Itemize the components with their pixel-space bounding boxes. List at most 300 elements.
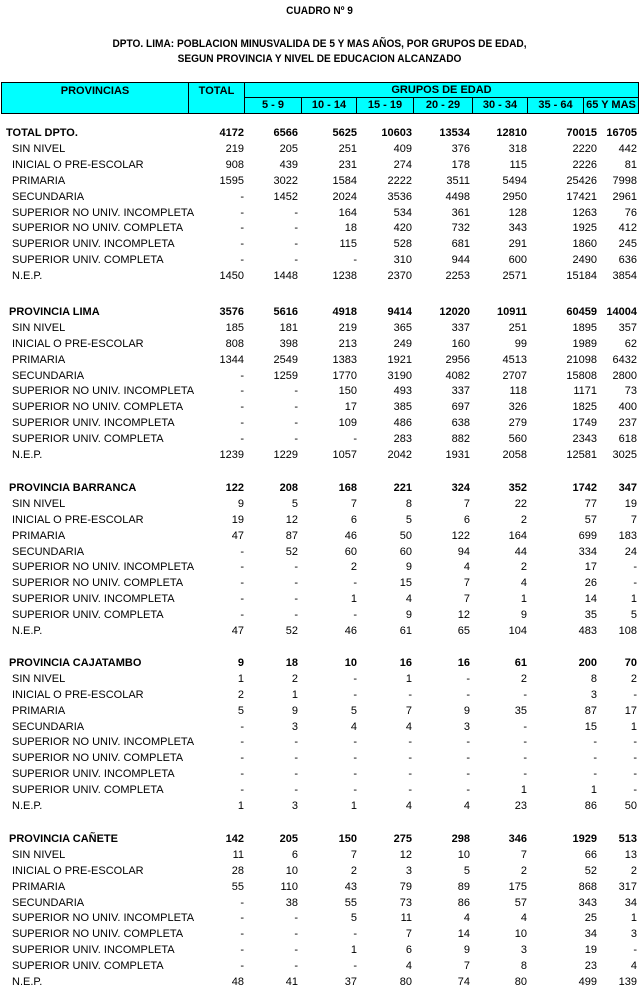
table-cell-value: 7 (350, 849, 357, 861)
table-cell-value: 44 (514, 546, 527, 558)
table-cell-value: 14 (584, 593, 597, 605)
table-cell-value: - (240, 928, 244, 940)
table-cell-value: 50 (624, 800, 637, 812)
table-cell-value: 34 (624, 897, 637, 909)
table-cell-value: - (523, 752, 527, 764)
table-cell-value: - (294, 593, 298, 605)
table-cell-value: 6 (291, 849, 298, 861)
row-label: SUPERIOR UNIV. COMPLETA (12, 254, 164, 266)
table-cell-value: 160 (451, 338, 470, 350)
table-title-line-2: SEGUN PROVINCIA Y NIVEL DE EDUCACION ALCANZADO (177, 53, 462, 65)
table-cell-value: 600 (508, 254, 527, 266)
row-label: SUPERIOR UNIV. COMPLETA (12, 960, 164, 972)
table-cell-value: - (466, 784, 470, 796)
table-cell-value: - (353, 784, 357, 796)
table-cell-value: 8 (405, 498, 412, 510)
table-row (0, 447, 639, 463)
table-cell-value: 8 (520, 960, 527, 972)
table-cell-value: 5 (463, 865, 470, 877)
table-cell-value: 7 (463, 593, 470, 605)
row-label: N.E.P. (12, 270, 43, 282)
table-cell-value: 18 (285, 657, 298, 669)
table-cell-value: 245 (618, 238, 637, 250)
table-cell-value: - (408, 736, 412, 748)
table-row (0, 575, 639, 591)
table-cell-value: 2024 (332, 191, 357, 203)
row-label: SUPERIOR UNIV. COMPLETA (12, 784, 164, 796)
table-cell-value: 15808 (566, 370, 597, 382)
table-cell-value: 237 (618, 417, 637, 429)
table-cell-value: 1171 (573, 385, 597, 397)
table-cell-value: 1989 (572, 338, 597, 350)
table-cell-value: 128 (508, 207, 527, 219)
table-cell-value: 275 (393, 833, 412, 845)
table-cell-value: - (294, 912, 298, 924)
row-label: SUPERIOR NO UNIV. COMPLETA (12, 577, 184, 589)
row-label: SUPERIOR UNIV. INCOMPLETA (12, 593, 175, 605)
table-cell-value: 337 (451, 385, 470, 397)
table-cell-value: 1595 (219, 175, 244, 187)
table-cell-value: - (294, 254, 298, 266)
header-divider (472, 97, 473, 113)
table-cell-value: 513 (618, 833, 637, 845)
row-label: PRIMARIA (12, 354, 66, 366)
table-cell-value: 77 (584, 498, 597, 510)
table-row (0, 719, 639, 735)
table-cell-value: 118 (509, 385, 527, 397)
table-cell-value: - (408, 689, 412, 701)
table-cell-value: 11 (400, 912, 412, 924)
table-cell-value: 110 (280, 881, 298, 893)
header-divider (413, 97, 414, 113)
row-label: SUPERIOR NO UNIV. COMPLETA (12, 752, 184, 764)
table-cell-value: 122 (225, 482, 244, 494)
table-cell-value: - (240, 768, 244, 780)
table-cell-value: 357 (618, 322, 637, 334)
table-cell-value: - (240, 784, 244, 796)
table-cell-value: 326 (508, 401, 527, 413)
table-cell-value: 7 (463, 498, 470, 510)
table-cell-value: - (294, 768, 298, 780)
table-cell-value: 2370 (387, 270, 412, 282)
table-cell-value: 7 (405, 705, 412, 717)
table-cell-value: 4 (520, 577, 527, 589)
table-cell-value: 9 (463, 944, 470, 956)
table-row (0, 926, 639, 942)
table-cell-value: 104 (508, 625, 527, 637)
table-cell-value: 2961 (612, 191, 637, 203)
table-row (0, 623, 639, 639)
section-name: PROVINCIA LIMA (9, 306, 100, 318)
table-row (0, 591, 639, 607)
table-cell-value: 60 (344, 546, 357, 558)
table-cell-value: 14004 (606, 306, 637, 318)
table-cell-value: 3025 (612, 449, 637, 461)
table-cell-value: 4 (405, 721, 412, 733)
table-cell-value: - (294, 960, 298, 972)
table-cell-value: 81 (624, 159, 637, 171)
table-cell-value: - (240, 944, 244, 956)
table-row (0, 252, 639, 268)
table-cell-value: - (523, 721, 527, 733)
table-cell-value: 5 (405, 514, 412, 526)
table-cell-value: 2571 (502, 270, 527, 282)
header-age-group: 10 - 14 (311, 99, 347, 111)
table-cell-value: 638 (451, 417, 470, 429)
table-cell-value: 14 (457, 928, 470, 940)
table-row (0, 368, 639, 384)
table-cell-value: 35 (584, 609, 597, 621)
table-cell-value: 324 (451, 482, 470, 494)
table-cell-value: 12810 (496, 127, 527, 139)
table-cell-value: 52 (584, 865, 597, 877)
table-cell-value: - (353, 433, 357, 445)
table-cell-value: 3022 (273, 175, 298, 187)
table-cell-value: 2549 (273, 354, 298, 366)
table-cell-value: 61 (514, 657, 527, 669)
table-cell-value: 4 (405, 960, 412, 972)
table-cell-value: 175 (508, 881, 527, 893)
table-cell-value: 2490 (572, 254, 597, 266)
table-cell-value: 7 (520, 849, 527, 861)
table-cell-value: 3190 (387, 370, 412, 382)
table-cell-value: 62 (624, 338, 637, 350)
row-label: SUPERIOR NO UNIV. INCOMPLETA (12, 912, 195, 924)
table-cell-value: 9 (463, 705, 470, 717)
table-cell-value: 347 (618, 482, 637, 494)
table-cell-value: 1 (630, 593, 637, 605)
table-cell-value: 3511 (446, 175, 470, 187)
table-cell-value: 343 (578, 897, 597, 909)
table-cell-value: 183 (618, 530, 637, 542)
table-cell-value: 99 (514, 338, 527, 350)
table-cell-value: 1 (350, 593, 357, 605)
table-row (0, 415, 639, 431)
table-cell-value: 3 (405, 865, 412, 877)
table-cell-value: 16705 (606, 127, 637, 139)
table-cell-value: - (240, 752, 244, 764)
table-cell-value: 10 (344, 657, 357, 669)
table-cell-value: 86 (457, 897, 470, 909)
table-cell-value: 1 (350, 944, 357, 956)
table-cell-value: 2800 (612, 370, 637, 382)
table-title-line-1: DPTO. LIMA: POBLACION MINUSVALIDA DE 5 Y MAS AÑOS, POR GRUPOS DE EDAD, (112, 38, 527, 50)
table-cell-value: 3 (630, 928, 637, 940)
table-cell-value: 5 (237, 705, 244, 717)
table-cell-value: - (593, 736, 597, 748)
table-row (0, 847, 639, 863)
table-cell-value: 208 (279, 482, 298, 494)
table-cell-value: 681 (451, 238, 470, 250)
table-cell-value: - (240, 370, 244, 382)
section-name: TOTAL DPTO. (6, 127, 78, 139)
table-row (0, 141, 639, 157)
table-cell-value: 2222 (387, 175, 412, 187)
table-cell-value: 61 (399, 625, 412, 637)
table-cell-value: 1344 (219, 354, 244, 366)
table-cell-value: 89 (457, 881, 470, 893)
table-cell-value: 3 (590, 689, 597, 701)
table-row (0, 205, 639, 221)
table-cell-value: 25 (584, 912, 597, 924)
table-cell-value: 2 (350, 865, 357, 877)
table-cell-value: 15 (584, 721, 597, 733)
table-cell-value: - (240, 736, 244, 748)
table-cell-value: 1238 (332, 270, 357, 282)
table-cell-value: - (294, 433, 298, 445)
table-row (0, 734, 639, 750)
table-cell-value: 22 (514, 498, 527, 510)
table-row (0, 750, 639, 766)
table-row (0, 512, 639, 528)
table-cell-value: - (294, 609, 298, 621)
table-cell-value: 66 (584, 849, 597, 861)
table-cell-value: 3854 (612, 270, 637, 282)
row-label: SUPERIOR NO UNIV. COMPLETA (12, 928, 184, 940)
row-label: INICIAL O PRE-ESCOLAR (12, 865, 144, 877)
table-cell-value: - (633, 944, 637, 956)
table-cell-value: 352 (508, 482, 527, 494)
table-cell-value: 2707 (502, 370, 527, 382)
table-row (0, 687, 639, 703)
table-cell-value: - (294, 222, 298, 234)
table-cell-value: 412 (618, 222, 637, 234)
table-cell-value: 1 (590, 784, 597, 796)
table-cell-value: 1450 (219, 270, 244, 282)
row-label: SECUNDARIA (12, 370, 85, 382)
table-cell-value: 52 (285, 546, 298, 558)
table-row (0, 559, 639, 575)
table-cell-value: 882 (451, 433, 470, 445)
table-cell-value: 3 (291, 721, 298, 733)
table-cell-value: 115 (509, 159, 527, 171)
table-cell-value: - (240, 254, 244, 266)
table-cell-value: 697 (451, 401, 470, 413)
header-age-group: 15 - 19 (367, 99, 403, 111)
table-cell-value: 5616 (273, 306, 298, 318)
table-cell-value: 376 (451, 143, 470, 155)
table-cell-value: 73 (399, 897, 412, 909)
table-cell-value: 79 (399, 881, 412, 893)
table-cell-value: 43 (344, 881, 357, 893)
table-cell-value: - (408, 768, 412, 780)
table-cell-value: 2950 (502, 191, 527, 203)
table-cell-value: 2058 (502, 449, 527, 461)
table-cell-value: 365 (393, 322, 412, 334)
table-cell-value: 48 (231, 976, 244, 988)
table-cell-value: - (240, 385, 244, 397)
table-row (0, 544, 639, 560)
row-label: N.E.P. (12, 976, 43, 988)
table-row (0, 383, 639, 399)
row-label: SIN NIVEL (12, 498, 66, 510)
table-cell-value: 1584 (332, 175, 357, 187)
row-label: SIN NIVEL (12, 673, 66, 685)
table-cell-value: - (353, 928, 357, 940)
table-cell-value: 213 (338, 338, 357, 350)
table-cell-value: 2253 (445, 270, 470, 282)
table-row (0, 157, 639, 173)
table-cell-value: 7998 (612, 175, 637, 187)
table-row (0, 236, 639, 252)
row-label: PRIMARIA (12, 705, 66, 717)
row-label: SECUNDARIA (12, 546, 85, 558)
table-cell-value: 80 (514, 976, 527, 988)
table-header (1, 82, 639, 114)
table-cell-value: 420 (393, 222, 412, 234)
table-row (0, 879, 639, 895)
table-cell-value: 4 (630, 960, 637, 972)
table-cell-value: 55 (344, 897, 357, 909)
table-cell-value: 28 (231, 865, 244, 877)
table-cell-value: 9414 (387, 306, 412, 318)
table-cell-value: 35 (514, 705, 527, 717)
table-cell-value: 298 (451, 833, 470, 845)
row-label: SUPERIOR UNIV. INCOMPLETA (12, 238, 175, 250)
table-cell-value: 2 (237, 689, 244, 701)
table-cell-value: 528 (393, 238, 412, 250)
table-cell-value: 52 (285, 625, 298, 637)
row-label: SUPERIOR NO UNIV. COMPLETA (12, 401, 184, 413)
table-cell-value: 178 (451, 159, 470, 171)
table-cell-value: 9 (291, 705, 298, 717)
table-cell-value: - (523, 768, 527, 780)
table-cell-value: 274 (393, 159, 412, 171)
table-row (0, 336, 639, 352)
table-cell-value: 4172 (219, 127, 244, 139)
table-cell-value: 2220 (572, 143, 597, 155)
table-cell-value: - (240, 401, 244, 413)
table-cell-value: 3 (291, 800, 298, 812)
table-cell-value: 17 (344, 401, 357, 413)
table-cell-value: 57 (514, 897, 527, 909)
table-cell-value: 398 (279, 338, 298, 350)
table-cell-value: 15184 (566, 270, 597, 282)
row-label: SECUNDARIA (12, 721, 85, 733)
table-cell-value: - (294, 207, 298, 219)
table-cell-value: - (240, 577, 244, 589)
table-row (0, 974, 639, 990)
table-cell-value: 4 (520, 912, 527, 924)
table-cell-value: 2042 (387, 449, 412, 461)
table-cell-value: - (353, 752, 357, 764)
row-label: INICIAL O PRE-ESCOLAR (12, 159, 144, 171)
table-cell-value: 1229 (273, 449, 298, 461)
row-label: SUPERIOR UNIV. INCOMPLETA (12, 417, 175, 429)
table-cell-value: 70015 (566, 127, 597, 139)
table-cell-value: 10 (457, 849, 470, 861)
table-cell-value: 80 (399, 976, 412, 988)
table-cell-value: 442 (618, 143, 637, 155)
section-name: PROVINCIA BARRANCA (9, 482, 137, 494)
header-divider (356, 97, 357, 113)
header-divider (188, 83, 189, 113)
header-divider (527, 97, 528, 113)
table-cell-value: 9 (405, 609, 412, 621)
table-cell-value: 19 (624, 498, 637, 510)
table-cell-value: 1895 (572, 322, 597, 334)
table-cell-value: 185 (225, 322, 244, 334)
row-label: SUPERIOR UNIV. COMPLETA (12, 433, 164, 445)
table-cell-value: 7 (630, 514, 637, 526)
table-cell-value: 7 (463, 960, 470, 972)
row-label: N.E.P. (12, 800, 43, 812)
table-cell-value: 2956 (445, 354, 470, 366)
table-cell-value: - (593, 752, 597, 764)
table-cell-value: - (240, 191, 244, 203)
table-cell-value: 10911 (497, 306, 527, 318)
header-age-group: 35 - 64 (538, 99, 573, 111)
table-cell-value: 108 (618, 625, 637, 637)
table-cell-value: 409 (393, 143, 412, 155)
table-cell-value: - (240, 912, 244, 924)
table-cell-value: 37 (344, 976, 357, 988)
table-cell-value: 334 (578, 546, 597, 558)
table-cell-value: 5 (291, 498, 298, 510)
table-row (0, 399, 639, 415)
table-cell-value: 2343 (572, 433, 597, 445)
table-cell-value: - (353, 609, 357, 621)
row-label: SUPERIOR UNIV. INCOMPLETA (12, 944, 175, 956)
table-cell-value: 483 (578, 625, 597, 637)
table-cell-value: 1239 (219, 449, 244, 461)
table-cell-value: 13 (624, 849, 637, 861)
table-cell-value: 55 (231, 881, 244, 893)
table-row (0, 798, 639, 814)
table-cell-value: 94 (457, 546, 470, 558)
row-label: SECUNDARIA (12, 897, 85, 909)
table-cell-value: 7 (463, 577, 470, 589)
table-cell-value: - (353, 960, 357, 972)
header-age-group: 65 Y MAS (586, 99, 636, 111)
table-cell-value: 5 (630, 609, 637, 621)
table-cell-value: 12020 (439, 306, 470, 318)
table-cell-value: 400 (618, 401, 637, 413)
table-cell-value: - (633, 752, 637, 764)
table-cell-value: 8 (590, 673, 597, 685)
table-cell-value: 2 (520, 514, 527, 526)
table-cell-value: 46 (344, 625, 357, 637)
table-row (0, 320, 639, 336)
section-total-row (0, 655, 639, 671)
table-row (0, 173, 639, 189)
table-row (0, 863, 639, 879)
table-cell-value: 908 (225, 159, 244, 171)
table-cell-value: 6 (405, 944, 412, 956)
table-cell-value: 499 (578, 976, 597, 988)
table-cell-value: 1770 (332, 370, 357, 382)
table-cell-value: 9 (237, 498, 244, 510)
table-cell-value: 122 (451, 530, 470, 542)
table-cell-value: 4 (463, 561, 470, 573)
table-cell-value: 5 (350, 705, 357, 717)
row-label: SUPERIOR UNIV. COMPLETA (12, 609, 164, 621)
table-cell-value: 12 (285, 514, 298, 526)
table-cell-value: 5 (350, 912, 357, 924)
table-row (0, 703, 639, 719)
table-cell-value: 1 (630, 721, 637, 733)
table-cell-value: 5494 (502, 175, 527, 187)
table-cell-value: - (523, 736, 527, 748)
table-cell-value: 17 (584, 561, 597, 573)
table-cell-value: - (633, 784, 637, 796)
table-cell-value: 1825 (572, 401, 597, 413)
table-cell-value: 12 (457, 609, 470, 621)
table-cell-value: 1057 (332, 449, 357, 461)
table-cell-value: 168 (338, 482, 357, 494)
table-cell-value: 3536 (387, 191, 412, 203)
table-cell-value: 3 (520, 944, 527, 956)
